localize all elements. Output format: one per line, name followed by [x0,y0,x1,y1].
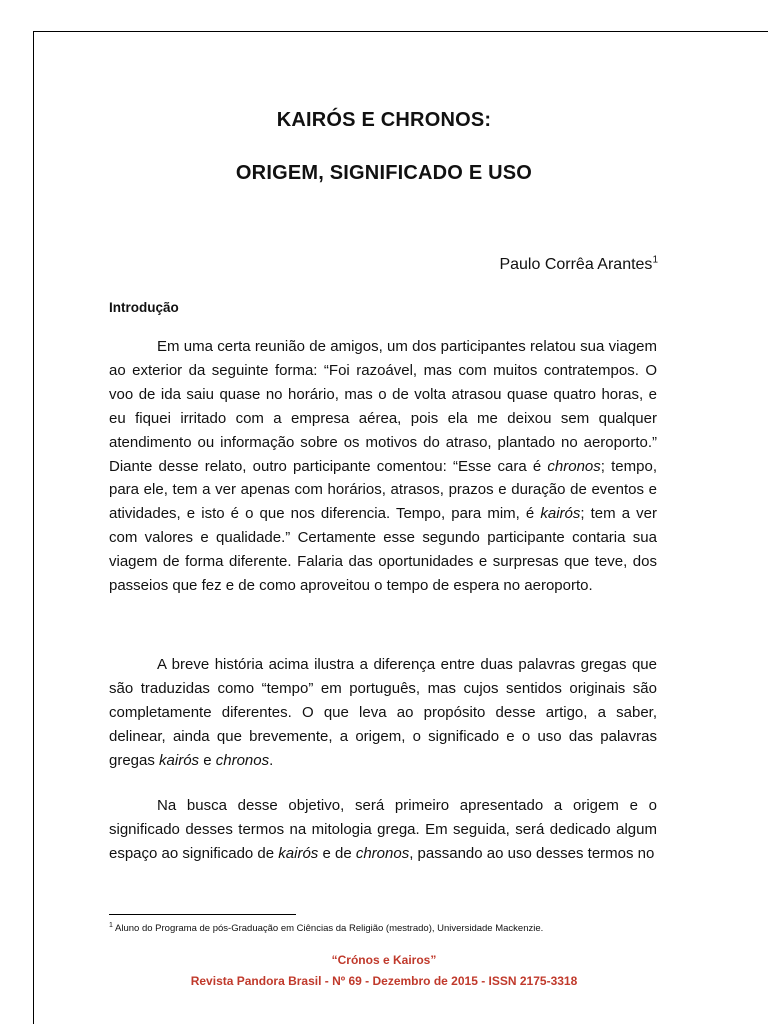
paragraph-1-text-a: Em uma certa reunião de amigos, um dos participantes relatou sua viagem ao exterior da seguinte forma: “Foi razoável, mas com muitos contratempos. O voo de ida saiu quase no horário, mas o de volta atrasou quase quatro horas, e eu fiquei irritado com a empresa aérea, pois ela me deixou sem qualquer atendimento ou informação sobre os motivos do atraso, plantado no aeroporto.” Diante desse relato, outro participante comentou: “Esse cara é [109,338,657,475]
paragraph-2 [109,653,657,773]
paragraph-3 [109,794,657,866]
paragraph-1-text-c: ; tem a ver com valores e qualidade.” Certamente esse segundo participante contaria sua viagem de forma diferente. Falaria das oportunidades e surpresas que teve, dos passeios que fez e de como aproveitou o tempo de espera no aeroporto. [109,505,657,595]
author-footnote-mark: 1 [652,254,658,266]
article-title-line-2: ORIGEM, SIGNIFICADO E USO [235,162,533,184]
paragraph-2-text-c: . [269,751,274,769]
paragraph-2-emphasis-2: chronos [215,751,270,769]
footnote-divider [109,914,296,915]
paragraph-3-text-a: Na busca desse objetivo, será primeiro apresentado a origem e o significado desses termos na mitologia grega. Em seguida, será dedicado algum espaço ao significado de [109,797,657,862]
author-name-text: Paulo Corrêa Arantes [499,256,653,273]
article-title-line-1: KAIRÓS E CHRONOS: [276,109,492,131]
paragraph-3-text-c: , passando ao uso desses termos no [409,844,655,862]
paragraph-3-emphasis-1: kairós [278,844,319,862]
paragraph-3-emphasis-2: chronos [355,844,410,862]
paragraph-1 [109,335,657,598]
paragraph-2-text-a: A breve história acima ilustra a diferença entre duas palavras gregas que são traduzidas como “tempo” em português, mas cujos sentidos originais são completamente diferentes. O que leva ao propósito desse artigo, a saber, delinear, ainda que brevemente, a origem, o significado e o uso das palavras gregas [109,656,657,769]
paragraph-1-emphasis-1: chronos [547,457,601,475]
paragraph-2-emphasis-1: kairós [159,751,200,769]
paragraph-3-text-b: e de [318,844,356,862]
paragraph-1-text-b: ; tempo, para ele, tem a ver apenas com horários, atrasos, prazos e duração de eventos e atividades, e isto é o que nos diferencia. Tempo, para mim, é [109,457,657,523]
paragraph-1-emphasis-2: kairós [540,505,581,523]
footnote-text: Aluno do Programa de pós-Graduação em Ciências da Religião (mestrado), Universidade Mackenzie. [112,923,544,934]
paragraph-2-text-b: e [199,751,216,769]
footnote-mark: 1 [109,921,113,929]
author-name [499,256,658,274]
journal-issue-title: “Crónos e Kairos” [331,953,437,967]
footnote [109,923,543,934]
section-heading: Introdução [109,300,179,315]
journal-citation: Revista Pandora Brasil - Nº 69 - Dezembro de 2015 - ISSN 2175-3318 [190,974,578,988]
